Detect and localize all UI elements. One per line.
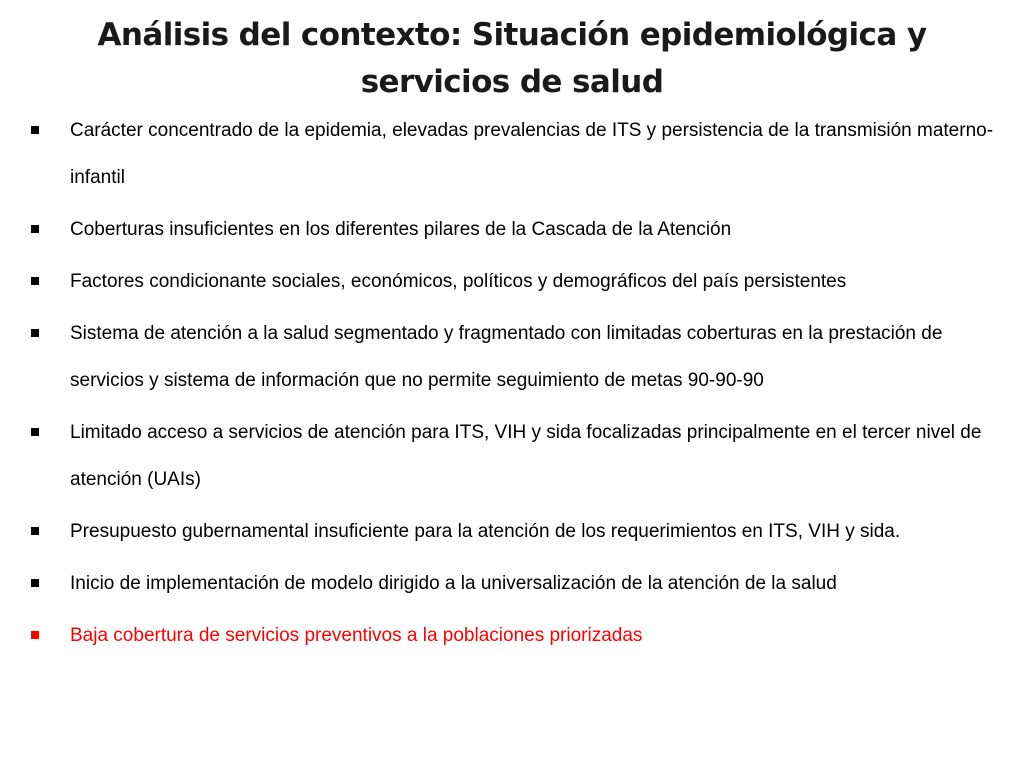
square-bullet-icon — [31, 527, 39, 535]
square-bullet-icon — [31, 126, 39, 134]
bullet-text: Factores condicionante sociales, económicos, políticos y demográficos del país persistentes — [70, 271, 847, 292]
bullet-item — [30, 258, 1002, 305]
bullet-text: Baja cobertura de servicios preventivos a la poblaciones priorizadas — [70, 625, 643, 646]
bullet-item — [30, 206, 1002, 253]
square-bullet-icon — [31, 225, 39, 233]
bullet-item — [30, 409, 1002, 503]
square-bullet-icon — [31, 428, 39, 436]
bullet-text: Coberturas insuficientes en los diferentes pilares de la Cascada de la Atención — [70, 219, 732, 240]
slide-title-line-1: Análisis del contexto: Situación epidemiológica y — [97, 17, 927, 53]
bullet-item — [30, 560, 1002, 607]
bullet-item — [30, 107, 1002, 201]
slide-title-line-2: servicios de salud — [360, 64, 664, 100]
bullet-item — [30, 310, 1002, 404]
bullet-list — [30, 107, 1002, 664]
square-bullet-icon — [31, 579, 39, 587]
bullet-text: Sistema de atención a la salud segmentado y fragmentado con limitadas coberturas en la prestación de servicios y sistema de información que no permite seguimiento de metas 90-90-90 — [70, 323, 943, 391]
square-bullet-icon — [31, 329, 39, 337]
bullet-item-highlighted — [30, 612, 1002, 659]
bullet-text: Carácter concentrado de la epidemia, elevadas prevalencias de ITS y persistencia de la transmisión materno-infantil — [70, 120, 994, 188]
square-bullet-icon — [31, 631, 39, 639]
slide-title — [40, 12, 984, 106]
square-bullet-icon — [31, 277, 39, 285]
bullet-item — [30, 508, 1002, 555]
bullet-text: Limitado acceso a servicios de atención para ITS, VIH y sida focalizadas principalmente en el tercer nivel de atención (UAIs) — [70, 422, 982, 490]
bullet-text: Inicio de implementación de modelo dirigido a la universalización de la atención de la salud — [70, 573, 837, 594]
bullet-text: Presupuesto gubernamental insuficiente para la atención de los requerimientos en ITS, VIH y sida. — [70, 521, 901, 542]
